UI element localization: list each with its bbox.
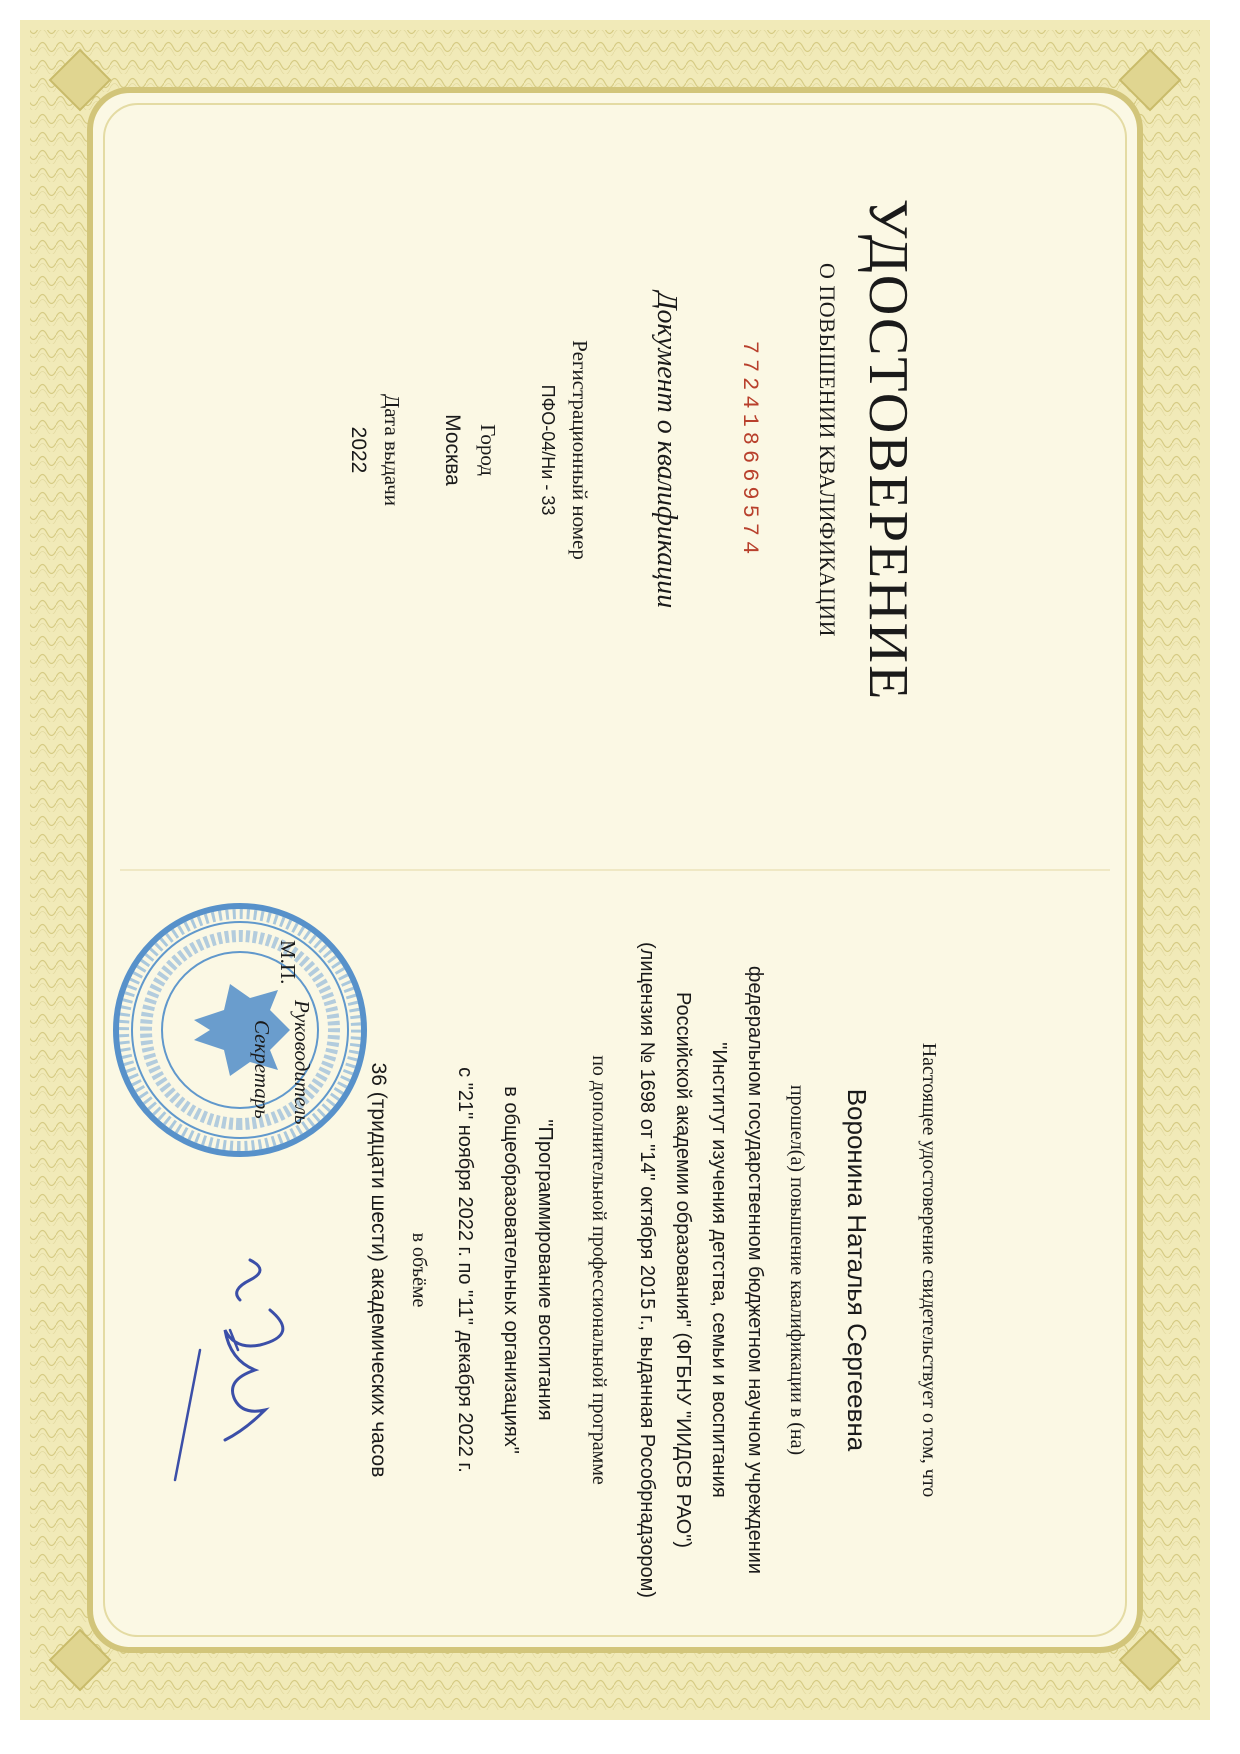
left-page: [60, 60, 1170, 840]
study-period: с "21" ноября 2022 г. по "11" декабря 2022 г.: [454, 1067, 476, 1473]
volume-label: в объёме: [408, 1232, 430, 1308]
issue-date-label: Дата выдачи: [380, 393, 404, 507]
serial-number: 772418669574: [737, 340, 762, 560]
program-label: по дополнительной профессиональной программе: [588, 1055, 610, 1485]
institution-line: "Институт изучения детства, семьи и воспитания: [708, 1042, 730, 1498]
city-value: Москва: [441, 414, 464, 486]
hours-volume: 36 (тридцати шести) академических часов: [367, 1062, 390, 1478]
right-page: [60, 860, 1170, 1680]
certificate-subtitle: О ПОВЫШЕНИИ КВАЛИФИКАЦИИ: [815, 263, 840, 637]
city-label: Город: [476, 424, 500, 476]
stamp-place-label: М.П.: [276, 940, 300, 985]
secretary-label: Секретарь: [250, 1020, 274, 1119]
passed-text: прошел(а) повышение квалификации в (на): [786, 1084, 808, 1456]
program-name-line: в общеобразовательных организациях": [500, 1086, 522, 1454]
intro-text: Настоящее удостоверение свидетельствует о том, что: [918, 1042, 940, 1498]
round-seal-icon: [110, 900, 370, 1160]
registration-label: Регистрационный номер: [568, 340, 592, 560]
certificate-sheet: [20, 20, 1210, 1720]
rotated-content: [60, 60, 1170, 1680]
signature-icon: [160, 1240, 310, 1500]
program-name-line: "Программирование воспитания: [534, 1119, 556, 1421]
document-kind: Документ о квалификации: [651, 291, 682, 609]
institution-line: федеральном государственном бюджетном научном учреждении: [744, 965, 766, 1575]
recipient-name: Воронина Наталья Сергеевна: [842, 1088, 872, 1452]
certificate-title: УДОСТОВЕРЕНИЕ: [857, 198, 919, 702]
institution-line: Российской академии образования" (ФГБНУ "ИИДСВ РАО"): [672, 991, 694, 1548]
registration-number: ПФО-04/Ни - 33: [538, 384, 558, 516]
license-line: (лицензия № 1698 от "14" октября 2015 г., выданная Рособрнадзором): [636, 942, 658, 1598]
head-label: Руководитель: [290, 1000, 314, 1125]
issue-year: 2022: [347, 426, 370, 474]
